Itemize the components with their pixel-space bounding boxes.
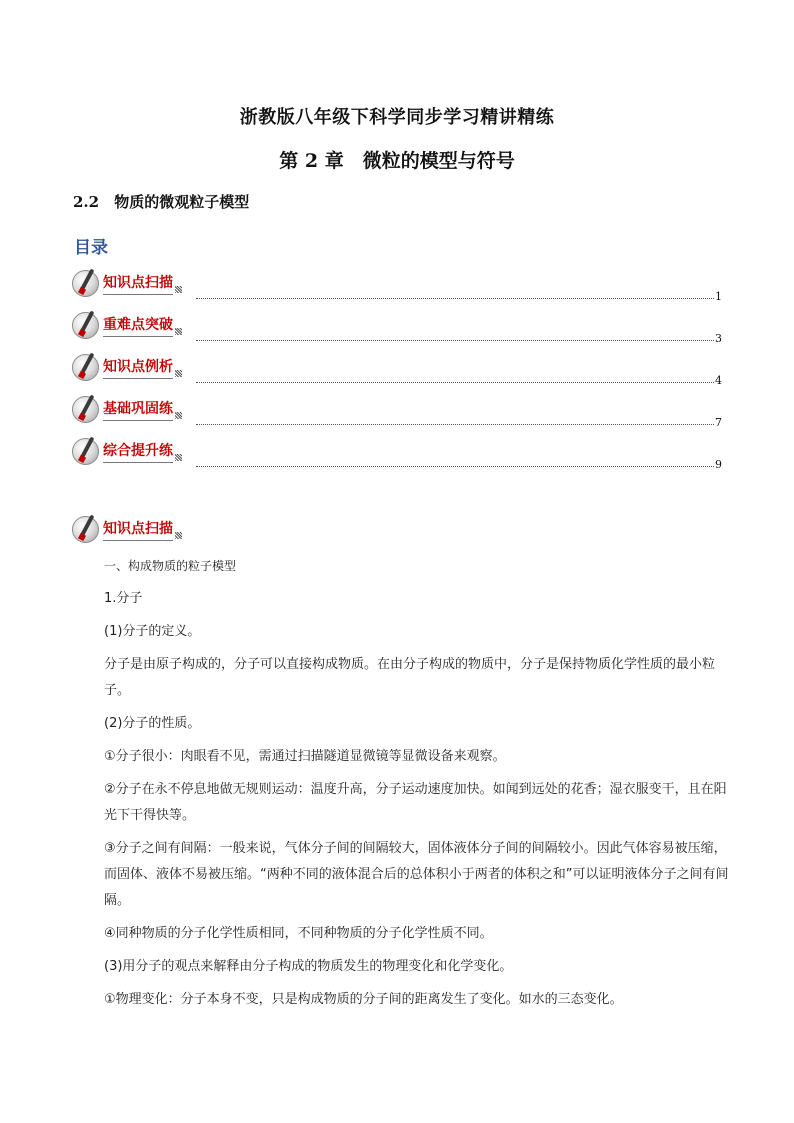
corner-hatch-icon xyxy=(175,370,182,377)
content-paragraph: ②分子在永不停息地做无规则运动：温度升高，分子运动速度加快。如闻到远处的花香；湿衣服变干，且在阳光下干得快等。 xyxy=(104,782,727,823)
pen-disc-icon xyxy=(72,270,99,297)
toc-entry-label: 知识点扫描 xyxy=(103,272,173,295)
corner-hatch-icon xyxy=(175,532,182,539)
corner-hatch-icon xyxy=(175,412,182,419)
content-paragraph: ③分子之间有间隔：一般来说，气体分子间的间隔较大，固体液体分子间的间隔较小。因此气体容易被压缩，而固体、液体不易被压缩。“两种不同的液体混合后的总体积小于两者的体积之和”可以证明液体分子之间有间隔。 xyxy=(104,841,729,908)
toc-page-number: 9 xyxy=(715,458,722,471)
content-heading: 一、构成物质的粒子模型 xyxy=(104,559,237,573)
dot-leader xyxy=(196,340,714,341)
body-content xyxy=(104,553,738,1020)
content-paragraph: (3)用分子的观点来解释由分子构成的物质发生的物理变化和化学变化。 xyxy=(104,959,513,974)
toc-entry[interactable] xyxy=(72,394,722,436)
toc-badge xyxy=(72,394,182,424)
section-badge-inner xyxy=(72,514,182,544)
section-badge-label: 知识点扫描 xyxy=(103,518,173,541)
toc-badge xyxy=(72,436,182,466)
dot-leader xyxy=(196,424,714,425)
document-title: 浙教版八年级下科学同步学习精讲精练 xyxy=(239,107,555,128)
content-paragraph: 分子是由原子构成的，分子可以直接构成物质。在由分子构成的物质中，分子是保持物质化学性质的最小粒子。 xyxy=(104,657,716,698)
section-heading xyxy=(73,191,249,212)
toc-page-number: 3 xyxy=(715,332,722,345)
pen-disc-icon xyxy=(72,312,99,339)
toc-page-number: 1 xyxy=(715,290,722,303)
table-of-contents xyxy=(72,268,722,478)
toc-entry[interactable] xyxy=(72,436,722,478)
toc-entry-label: 综合提升练 xyxy=(103,440,173,463)
toc-badge xyxy=(72,310,182,340)
dot-leader xyxy=(196,298,714,299)
content-subheading: 1.分子 xyxy=(104,591,143,606)
pen-disc-icon xyxy=(72,438,99,465)
toc-entry[interactable] xyxy=(72,352,722,394)
pen-disc-icon xyxy=(72,396,99,423)
section-title: 物质的微观粒子模型 xyxy=(114,193,250,211)
toc-badge xyxy=(72,268,182,298)
section-number: 2.2 xyxy=(73,193,100,211)
chapter-title: 第 2 章 微粒的模型与符号 xyxy=(279,150,515,172)
toc-entry-label: 基础巩固练 xyxy=(103,398,173,421)
toc-entry[interactable] xyxy=(72,310,722,352)
toc-page-number: 7 xyxy=(715,416,722,429)
toc-entry[interactable] xyxy=(72,268,722,310)
content-paragraph: (2)分子的性质。 xyxy=(104,716,201,731)
corner-hatch-icon xyxy=(175,328,182,335)
pen-disc-icon xyxy=(72,354,99,381)
toc-heading: 目录 xyxy=(74,238,108,258)
pen-disc-icon xyxy=(72,516,99,543)
dot-leader xyxy=(196,382,714,383)
toc-entry-label: 知识点例析 xyxy=(103,356,173,379)
corner-hatch-icon xyxy=(175,286,182,293)
section-badge xyxy=(72,514,182,547)
content-paragraph: ①分子很小：肉眼看不见，需通过扫描隧道显微镜等显微设备来观察。 xyxy=(104,749,506,764)
content-paragraph: ①物理变化：分子本身不变，只是构成物质的分子间的距离发生了变化。如水的三态变化。 xyxy=(104,992,623,1007)
toc-badge xyxy=(72,352,182,382)
dot-leader xyxy=(196,466,714,467)
toc-entry-label: 重难点突破 xyxy=(103,314,173,337)
content-paragraph: (1)分子的定义。 xyxy=(104,624,201,639)
content-paragraph: ④同种物质的分子化学性质相同，不同种物质的分子化学性质不同。 xyxy=(104,926,493,941)
corner-hatch-icon xyxy=(175,454,182,461)
toc-page-number: 4 xyxy=(715,374,722,387)
